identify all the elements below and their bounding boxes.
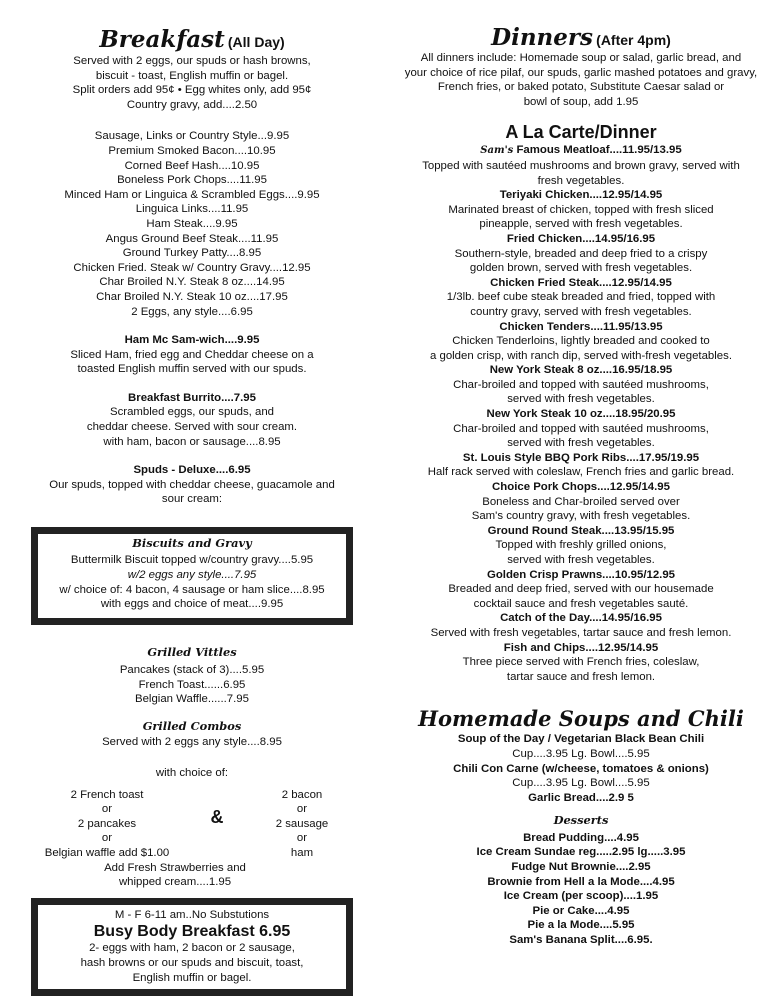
alacarte-item xyxy=(400,188,762,232)
alacarte-item-title xyxy=(400,407,762,422)
biscuits-gravy-box xyxy=(31,527,353,625)
left-column xyxy=(8,0,376,996)
dessert-item: Bread Pudding....4.95 xyxy=(523,831,639,844)
breakfast-subtitle: (All Day) xyxy=(227,34,285,50)
alacarte-item-name: New York Steak 8 oz....16.95/18.95 xyxy=(489,364,673,377)
alacarte-item-title xyxy=(400,143,762,159)
menu-item: Ham Steak....9.95 xyxy=(146,217,238,230)
dessert-item: Sam's Banana Split....6.95. xyxy=(509,933,653,946)
spuds-deluxe xyxy=(8,463,376,507)
alacarte-item-title xyxy=(400,480,762,495)
alacarte-item xyxy=(400,451,762,480)
combo-extra-line: Add Fresh Strawberries and xyxy=(104,861,246,874)
alacarte-item-desc: Chicken Tenderloins, lightly breaded and cooked to xyxy=(452,335,710,348)
grilled-combos-title: Grilled Combos xyxy=(142,719,242,733)
ampersand: & xyxy=(210,806,224,827)
combo-option: 2 pancakes xyxy=(77,817,137,830)
soup-line: Chili Con Carne (w/cheese, tomatoes & onions) xyxy=(453,762,709,775)
alacarte-item-desc: country gravy, served with fresh vegetables. xyxy=(470,305,692,318)
combo-option: ham xyxy=(290,846,314,859)
alacarte-item xyxy=(400,320,762,364)
alacarte-item-desc: Southern-style, breaded and deep fried to a crispy xyxy=(454,247,708,260)
dessert-item: Brownie from Hell a la Mode....4.95 xyxy=(487,875,675,888)
grilled-vittles-items xyxy=(8,663,376,707)
item-title: Spuds - Deluxe....6.95 xyxy=(133,464,251,477)
menu-item: Boneless Pork Chops....11.95 xyxy=(117,174,267,187)
breakfast-items xyxy=(8,129,376,319)
alacarte-item-desc: Topped with sautéed mushrooms and brown gravy, served with xyxy=(422,159,740,172)
alacarte-item-desc: fresh vegetables. xyxy=(537,174,625,187)
combo-option: or xyxy=(296,803,308,816)
alacarte-item-desc: a golden crisp, with ranch dip, served with-fresh vegetables. xyxy=(429,349,732,362)
item-title: Ham Mc Sam-wich....9.95 xyxy=(124,334,260,347)
combo-option: 2 French toast xyxy=(70,788,144,801)
right-column xyxy=(400,0,762,947)
breakfast-intro xyxy=(8,54,376,112)
combo-left-options xyxy=(22,788,192,861)
combo-option: or xyxy=(101,832,113,845)
soup-line: Cup....3.95 Lg. Bowl....5.95 xyxy=(512,747,650,760)
alacarte-item-desc: Boneless and Char-broiled served over xyxy=(482,495,680,508)
alacarte-item-title xyxy=(400,641,762,656)
item-desc: with ham, bacon or sausage....8.95 xyxy=(103,435,281,448)
combo-option: 2 bacon xyxy=(281,788,323,801)
menu-item: Sausage, Links or Country Style...9.95 xyxy=(94,130,290,143)
dessert-item: Ice Cream (per scoop)....1.95 xyxy=(503,890,659,903)
busy-body-desc: 2- eggs with ham, 2 bacon or 2 sausage, xyxy=(89,942,295,955)
alacarte-item xyxy=(400,143,762,188)
menu-item: 2 Eggs, any style....6.95 xyxy=(131,305,253,318)
biscuits-line: Buttermilk Biscuit topped w/country gravy....5.95 xyxy=(70,554,314,567)
dinners-subtitle: (After 4pm) xyxy=(596,32,671,48)
item-desc: Our spuds, topped with cheddar cheese, guacamole and xyxy=(49,478,335,491)
dinners-heading xyxy=(400,26,762,49)
alacarte-item xyxy=(400,232,762,276)
dinners-intro-line: All dinners include: Homemade soup or salad, garlic bread, and xyxy=(420,52,742,64)
biscuits-title: Biscuits and Gravy xyxy=(132,536,252,551)
menu-item: Pancakes (stack of 3)....5.95 xyxy=(119,664,265,677)
combo-extra-line: whipped cream....1.95 xyxy=(118,876,232,889)
alacarte-item-name: St. Louis Style BBQ Pork Ribs....17.95/19.95 xyxy=(462,451,700,464)
alacarte-item-name: Choice Pork Chops....12.95/14.95 xyxy=(492,481,670,494)
alacarte-item-desc: served with fresh vegetables. xyxy=(507,554,655,566)
alacarte-item-desc: Half rack served with coleslaw, French fries and garlic bread. xyxy=(427,466,735,479)
alacarte-title: A La Carte/Dinner xyxy=(505,122,657,143)
alacarte-item-title xyxy=(400,451,762,466)
dinners-intro-line: bowl of soup, add 1.95 xyxy=(523,95,639,108)
grilled-combos-choice: with choice of: xyxy=(155,767,229,779)
alacarte-item-name: Catch of the Day....14.95/16.95 xyxy=(500,612,662,625)
alacarte-item-name: Fried Chicken....14.95/16.95 xyxy=(506,232,656,245)
alacarte-item xyxy=(400,480,762,524)
alacarte-item-desc: Breaded and deep fried, served with our housemade xyxy=(448,583,714,596)
breakfast-intro-line: Country gravy, add....2.50 xyxy=(126,98,258,111)
soup-line: Soup of the Day / Vegetarian Black Bean Chili xyxy=(457,733,705,746)
breakfast-burrito xyxy=(8,391,376,449)
alacarte-item xyxy=(400,276,762,320)
combo-options xyxy=(8,788,376,861)
menu-item: Minced Ham or Linguica & Scrambled Eggs....9.95 xyxy=(64,188,320,201)
dinners-intro-line: your choice of rice pilaf, our spuds, garlic mashed potatoes and gravy, xyxy=(404,66,758,79)
alacarte-item-title xyxy=(400,568,762,583)
dessert-item: Pie a la Mode....5.95 xyxy=(527,919,635,932)
busy-body-desc: English muffin or bagel. xyxy=(132,971,252,984)
breakfast-heading xyxy=(8,28,376,51)
alacarte-list xyxy=(400,143,762,684)
alacarte-item-title xyxy=(400,611,762,626)
alacarte-item xyxy=(400,407,762,451)
biscuits-line: w/ choice of: 4 bacon, 4 sausage or ham slice....8.95 xyxy=(59,583,325,596)
item-title: Breakfast Burrito....7.95 xyxy=(128,391,256,404)
alacarte-item-name: Chicken Fried Steak....12.95/14.95 xyxy=(490,276,672,289)
item-desc: toasted English muffin served with our spuds. xyxy=(77,363,307,376)
breakfast-intro-line: Served with 2 eggs, our spuds or hash browns, xyxy=(73,55,311,67)
alacarte-item-desc: 1/3lb. beef cube steak breaded and fried, topped with xyxy=(446,291,716,304)
grilled-combos-intro: Served with 2 eggs any style....8.95 xyxy=(102,736,282,749)
alacarte-item-desc: served with fresh vegetables. xyxy=(507,437,655,450)
alacarte-item-name: Teriyaki Chicken....12.95/14.95 xyxy=(499,189,663,202)
dessert-item: Ice Cream Sundae reg.....2.95 lg.....3.95 xyxy=(476,846,686,859)
item-desc: cheddar cheese. Served with sour cream. xyxy=(86,421,298,434)
menu-item: French Toast......6.95 xyxy=(138,678,246,691)
alacarte-item-desc: cocktail sauce and fresh vegetables sauté. xyxy=(473,597,689,610)
menu-item: Angus Ground Beef Steak....11.95 xyxy=(105,232,279,245)
alacarte-item-name: Chicken Tenders....11.95/13.95 xyxy=(499,320,663,333)
menu-item: Char Broiled N.Y. Steak 8 oz....14.95 xyxy=(99,276,285,289)
alacarte-item-desc: Topped with freshly grilled onions, xyxy=(495,539,667,552)
dinners-intro xyxy=(400,51,762,109)
alacarte-item-name: Famous Meatloaf....11.95/13.95 xyxy=(513,144,682,157)
desserts-list xyxy=(400,831,762,948)
grilled-vittles-title: Grilled Vittles xyxy=(147,644,237,659)
busy-body-box xyxy=(31,898,353,996)
combo-right-options xyxy=(242,788,362,861)
alacarte-item-desc: tartar sauce and fresh lemon. xyxy=(506,670,656,683)
alacarte-item-desc: pineapple, served with fresh vegetables. xyxy=(479,218,683,231)
combo-option: 2 sausage xyxy=(275,817,329,830)
dessert-item: Fudge Nut Brownie....2.95 xyxy=(511,860,651,873)
soup-line: Garlic Bread....2.9 5 xyxy=(528,791,634,804)
alacarte-item xyxy=(400,568,762,612)
menu-item: Corned Beef Hash....10.95 xyxy=(124,159,260,172)
alacarte-item-desc: Served with fresh vegetables, tartar sauce and fresh lemon. xyxy=(430,626,732,639)
busy-body-title: Busy Body Breakfast 6.95 xyxy=(93,923,291,941)
combo-option: or xyxy=(296,832,308,845)
menu-item: Linguica Links....11.95 xyxy=(135,203,249,216)
alacarte-item-desc: served with fresh vegetables. xyxy=(507,393,655,406)
alacarte-item-title xyxy=(400,188,762,203)
busy-body-desc: hash browns or our spuds and biscuit, toast, xyxy=(80,956,304,969)
alacarte-item-title xyxy=(400,363,762,378)
biscuits-line: w/2 eggs any style....7.95 xyxy=(127,569,257,582)
breakfast-title: Breakfast xyxy=(99,26,225,53)
soups-list xyxy=(400,732,762,805)
alacarte-item-title xyxy=(400,320,762,335)
alacarte-item-desc: golden brown, served with fresh vegetables. xyxy=(469,262,693,275)
ham-mc-samwich xyxy=(8,333,376,377)
combo-option: or xyxy=(101,803,113,816)
breakfast-intro-line: biscuit - toast, English muffin or bagel. xyxy=(95,69,289,82)
alacarte-item-name: Fish and Chips....12.95/14.95 xyxy=(503,641,659,654)
alacarte-item-desc: Char-broiled and topped with sautéed mushrooms, xyxy=(453,378,709,391)
item-desc: Scrambled eggs, our spuds, and xyxy=(110,406,274,419)
alacarte-item-desc: Three piece served with French fries, coleslaw, xyxy=(462,656,700,669)
soups-title: Homemade Soups and Chili xyxy=(418,706,744,732)
menu-item: Char Broiled N.Y. Steak 10 oz....17.95 xyxy=(96,290,288,303)
menu-item: Belgian Waffle......7.95 xyxy=(135,693,249,706)
soup-line: Cup....3.95 Lg. Bowl....5.95 xyxy=(512,777,650,790)
alacarte-item-name: New York Steak 10 oz....18.95/20.95 xyxy=(486,408,676,421)
busy-body-note: M - F 6-11 am..No Substutions xyxy=(114,908,270,921)
alacarte-item-name: Ground Round Steak....13.95/15.95 xyxy=(487,524,675,537)
desserts-title: Desserts xyxy=(553,813,609,828)
combo-option: Belgian waffle add $1.00 xyxy=(44,846,170,859)
alacarte-item-title xyxy=(400,276,762,291)
item-desc: Sliced Ham, fried egg and Cheddar cheese on a xyxy=(70,348,314,361)
alacarte-item-title xyxy=(400,524,762,539)
alacarte-item-desc: Marinated breast of chicken, topped with fresh sliced xyxy=(448,203,714,216)
brand-prefix: Sam's xyxy=(480,145,514,157)
alacarte-item-name: Golden Crisp Prawns....10.95/12.95 xyxy=(486,568,676,581)
alacarte-item-desc: Sam's country gravy, with fresh vegetables. xyxy=(471,510,691,523)
dinners-title: Dinners xyxy=(491,24,593,51)
biscuits-line: with eggs and choice of meat....9.95 xyxy=(100,598,284,611)
menu-item: Chicken Fried. Steak w/ Country Gravy....12.95 xyxy=(73,261,311,274)
item-desc: sour cream: xyxy=(161,493,223,506)
alacarte-item xyxy=(400,641,762,685)
menu-item: Premium Smoked Bacon....10.95 xyxy=(108,144,276,157)
alacarte-item xyxy=(400,611,762,640)
dessert-item: Pie or Cake....4.95 xyxy=(532,904,630,917)
alacarte-item xyxy=(400,524,762,568)
dinners-intro-line: French fries, or baked potato, Substitute Caesar salad or xyxy=(437,81,725,94)
alacarte-item-desc: Char-broiled and topped with sautéed mushrooms, xyxy=(453,422,709,435)
menu-item: Ground Turkey Patty....8.95 xyxy=(122,247,262,260)
breakfast-intro-line: Split orders add 95¢ • Egg whites only, add 95¢ xyxy=(72,84,312,97)
alacarte-item xyxy=(400,363,762,407)
alacarte-item-title xyxy=(400,232,762,247)
